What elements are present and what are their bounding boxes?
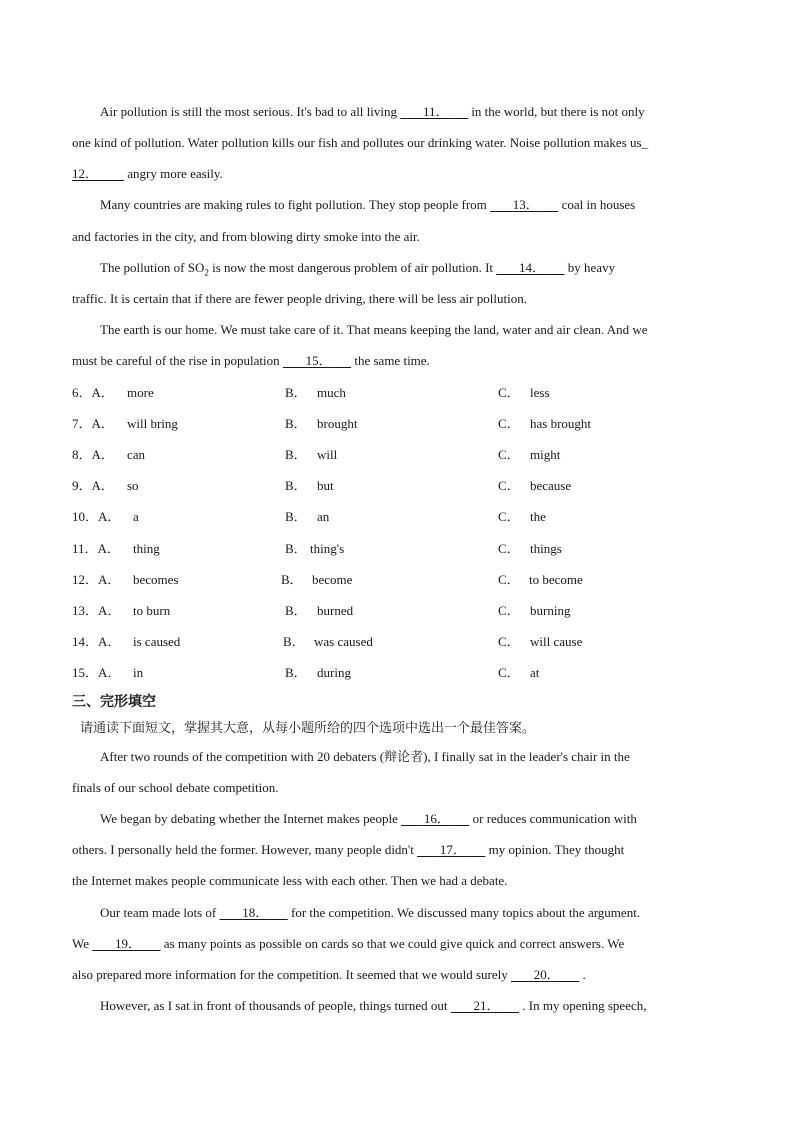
- blank-17[interactable]: [417, 841, 485, 859]
- text: others. I personally held the former. However, many people didn't: [72, 842, 418, 857]
- question-number: 12．A．: [72, 572, 121, 587]
- blank-20[interactable]: [511, 966, 579, 984]
- passage1-para2-line1: [100, 196, 760, 214]
- question-number: 8．A．: [72, 447, 114, 462]
- question-number: 13．A．: [72, 603, 121, 618]
- passage1-para3-line2: traffic. It is certain that if there are fewer people driving, there will be less air pollution.: [72, 291, 527, 306]
- option-b-label: B．: [285, 478, 307, 493]
- text: Many countries are making rules to fight pollution. They stop people from: [100, 197, 491, 212]
- passage1-para1-line3: [72, 165, 732, 183]
- option-b-label: B．: [285, 603, 307, 618]
- option-c-label: C．: [498, 385, 520, 400]
- blank-label: 12．: [72, 166, 99, 181]
- option-b[interactable]: become: [312, 572, 353, 587]
- option-a[interactable]: to burn: [133, 603, 171, 618]
- passage2-para3-line3: [72, 966, 732, 984]
- option-c[interactable]: burning: [530, 603, 571, 618]
- question-number: 7．A．: [72, 416, 114, 431]
- text: or reduces communication with: [469, 811, 637, 826]
- option-b-label: B．: [285, 385, 307, 400]
- option-a[interactable]: a: [133, 509, 139, 524]
- question-8-options: [72, 446, 732, 464]
- blank-label: 18．: [242, 905, 269, 920]
- option-b[interactable]: during: [317, 665, 351, 680]
- option-c[interactable]: might: [530, 447, 561, 462]
- option-a[interactable]: so: [127, 478, 139, 493]
- option-b[interactable]: but: [317, 478, 334, 493]
- option-b-label: B．: [285, 416, 307, 431]
- passage1-para1-line1: [100, 103, 760, 121]
- question-13-options: [72, 602, 732, 620]
- option-c[interactable]: because: [530, 478, 572, 493]
- option-a[interactable]: thing: [133, 541, 160, 556]
- option-b[interactable]: was caused: [314, 634, 373, 649]
- option-c-label: C．: [498, 665, 520, 680]
- option-b[interactable]: will: [317, 447, 338, 462]
- subscript: 2: [204, 267, 209, 278]
- text: Air pollution is still the most serious. It's bad to all living: [100, 104, 401, 119]
- option-c[interactable]: things: [530, 541, 562, 556]
- option-b-label: B．: [285, 665, 307, 680]
- blank-19[interactable]: [92, 935, 160, 953]
- blank-label: 15．: [305, 353, 332, 368]
- blank-21[interactable]: [451, 997, 519, 1015]
- question-number: 14．A．: [72, 634, 121, 649]
- blank-16[interactable]: [401, 810, 469, 828]
- question-9-options: [72, 477, 732, 495]
- question-number: 6．A．: [72, 385, 114, 400]
- question-7-options: [72, 415, 732, 433]
- option-c-label: C．: [498, 416, 520, 431]
- option-c-label: C．: [498, 509, 520, 524]
- blank-label: 16．: [423, 811, 450, 826]
- option-c[interactable]: the: [530, 509, 546, 524]
- blank-label: 11．: [423, 104, 449, 119]
- text: for the competition. We discussed many topics about the argument.: [287, 905, 641, 920]
- text: We: [72, 936, 93, 951]
- passage1-para2-line2: and factories in the city, and from blowing dirty smoke into the air.: [72, 229, 420, 244]
- passage1-para1-line2: one kind of pollution. Water pollution kills our fish and pollutes our drinking water. Noise pollution makes us_: [72, 135, 649, 150]
- blank-13[interactable]: [490, 196, 558, 214]
- text: my opinion. They thought: [485, 842, 625, 857]
- blank-label: 17．: [439, 842, 466, 857]
- passage2-para1-line2: finals of our school debate competition.: [72, 780, 279, 795]
- blank-label: 19．: [115, 936, 142, 951]
- question-10-options: [72, 508, 732, 526]
- blank-18[interactable]: [220, 904, 288, 922]
- option-b[interactable]: much: [317, 385, 346, 400]
- option-a[interactable]: more: [127, 385, 154, 400]
- question-14-options: [72, 633, 732, 651]
- option-b-label: B．: [285, 541, 307, 556]
- option-c-label: C．: [498, 447, 520, 462]
- option-c-label: C．: [498, 634, 520, 649]
- option-b[interactable]: burned: [317, 603, 354, 618]
- passage1-para4-line1: The earth is our home. We must take care of it. That means keeping the land, water and air clean. And we: [100, 322, 648, 337]
- passage1-para3-line1: [100, 259, 760, 282]
- blank-12[interactable]: [72, 165, 124, 183]
- text: in the world, but there is not only: [468, 104, 645, 119]
- question-12-options: [72, 571, 732, 589]
- passage2-para2-line2: [72, 841, 732, 859]
- blank-11[interactable]: [400, 103, 468, 121]
- blank-label: 14．: [519, 260, 546, 275]
- text: We began by debating whether the Internet makes people: [100, 811, 402, 826]
- section-title: 三、完形填空: [72, 694, 156, 710]
- option-c[interactable]: will cause: [530, 634, 583, 649]
- option-c-label: C．: [498, 603, 520, 618]
- blank-label: 21．: [473, 998, 500, 1013]
- passage2-para1-line1: After two rounds of the competition with 20 debaters (辩论者), I finally sat in the leader's chair in the: [100, 749, 630, 764]
- option-a[interactable]: is caused: [133, 634, 181, 649]
- text: is now the most dangerous problem of air pollution. It: [208, 260, 497, 275]
- blank-label: 13．: [512, 197, 539, 212]
- question-11-options: [72, 540, 732, 558]
- option-a[interactable]: will bring: [127, 416, 178, 431]
- text: must be careful of the rise in population: [72, 353, 283, 368]
- option-c[interactable]: has brought: [530, 416, 592, 431]
- text: coal in houses: [558, 197, 636, 212]
- text: also prepared more information for the competition. It seemed that we would surely: [72, 967, 511, 982]
- passage2-para2-line1: [100, 810, 760, 828]
- blank-14[interactable]: [496, 259, 564, 277]
- text: However, as I sat in front of thousands of people, things turned out: [100, 998, 451, 1013]
- option-a[interactable]: in: [133, 665, 144, 680]
- text: angry more easily.: [124, 166, 223, 181]
- option-c-label: C．: [498, 478, 520, 493]
- section-instruction: 请通读下面短文，掌握其大意，从每小题所给的四个选项中选出一个最佳答案。: [80, 721, 536, 736]
- text: as many points as possible on cards so that we could give quick and correct answers. We: [160, 936, 625, 951]
- option-b-label: B．: [283, 634, 305, 649]
- passage2-para2-line3: the Internet makes people communicate less with each other. Then we had a debate.: [72, 873, 508, 888]
- blank-label: 20．: [533, 967, 560, 982]
- blank-15[interactable]: [283, 352, 351, 370]
- option-c[interactable]: to become: [529, 572, 583, 587]
- option-b-label: B．: [285, 509, 307, 524]
- passage2-para3-line2: [72, 935, 732, 953]
- question-6-options: [72, 384, 732, 402]
- text: .: [579, 967, 586, 982]
- question-15-options: [72, 664, 732, 682]
- text: the same time.: [351, 353, 430, 368]
- passage2-para3-line1: [100, 904, 760, 922]
- option-c[interactable]: less: [530, 385, 550, 400]
- text: by heavy: [564, 260, 616, 275]
- passage1-para4-line2: [72, 352, 732, 370]
- option-b[interactable]: thing's: [310, 541, 345, 556]
- option-c[interactable]: at: [530, 665, 540, 680]
- text: Our team made lots of: [100, 905, 220, 920]
- text: . In my opening speech,: [519, 998, 647, 1013]
- question-number: 10．A．: [72, 509, 121, 524]
- option-b[interactable]: an: [317, 509, 330, 524]
- option-c-label: C．: [498, 541, 520, 556]
- question-number: 15．A．: [72, 665, 121, 680]
- option-a[interactable]: can: [127, 447, 146, 462]
- option-a[interactable]: becomes: [133, 572, 179, 587]
- question-number: 9．A．: [72, 478, 114, 493]
- question-number: 11．A．: [72, 541, 120, 556]
- option-c-label: C．: [498, 572, 520, 587]
- text: The pollution of SO: [100, 260, 205, 275]
- option-b-label: B．: [285, 447, 307, 462]
- option-b-label: B．: [281, 572, 303, 587]
- option-b[interactable]: brought: [317, 416, 358, 431]
- passage2-para4-line1: [100, 997, 760, 1015]
